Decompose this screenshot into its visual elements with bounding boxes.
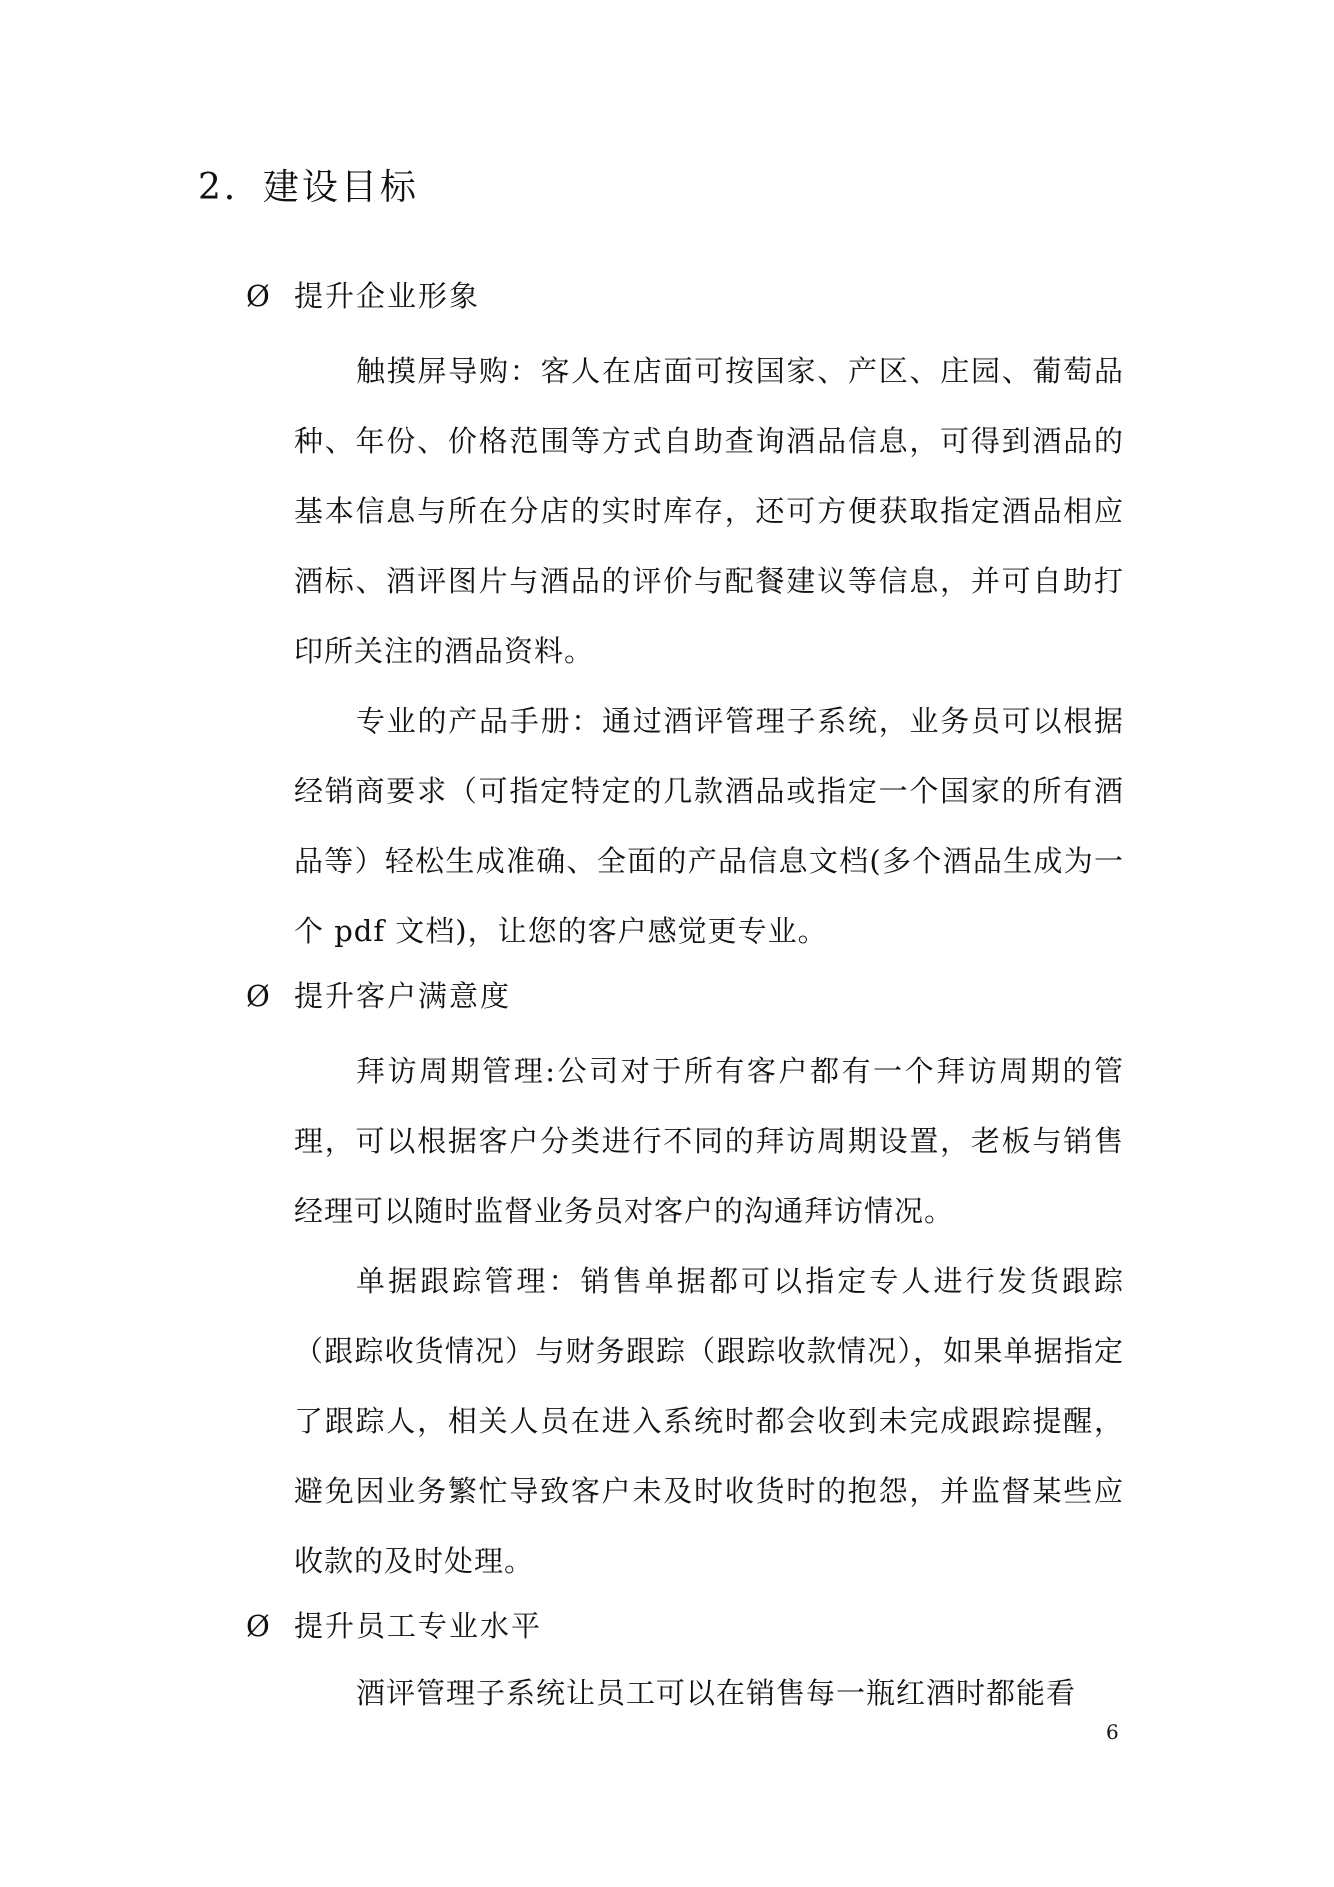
bullet-title: 提升企业形象 (294, 279, 481, 313)
paragraph-visit-cycle: 拜访周期管理:公司对于所有客户都有一个拜访周期的管理，可以根据客户分类进行不同的拜访周期设置，老板与销售经理可以随时监督业务员对客户的沟通拜访情况。 (294, 1054, 1124, 1228)
bullet-mark: Ø (246, 1609, 272, 1643)
paragraph-touchscreen-guide: 触摸屏导购：客人在店面可按国家、产区、庄园、葡萄品种、年份、价格范围等方式自助查询酒品信息，可得到酒品的基本信息与所在分店的实时库存，还可方便获取指定酒品相应酒标、酒评图片与酒品的评价与配餐建议等信息，并可自助打印所关注的酒品资料。 (294, 354, 1124, 668)
bullet-mark: Ø (246, 279, 272, 313)
bullet-title: 提升客户满意度 (294, 979, 512, 1013)
bullet-heading-customer-satisfaction (246, 979, 512, 1013)
paragraph-wine-review-system: 酒评管理子系统让员工可以在销售每一瓶红酒时都能看 (356, 1676, 1077, 1710)
bullet-mark: Ø (246, 979, 272, 1013)
page-number: 6 (1106, 1720, 1119, 1744)
paragraph-product-manual: 专业的产品手册：通过酒评管理子系统，业务员可以根据经销商要求（可指定特定的几款酒品或指定一个国家的所有酒品等）轻松生成准确、全面的产品信息文档(多个酒品生成为一个 pdf 文档)，让您的客户感觉更专业。 (294, 704, 1124, 948)
bullet-heading-corporate-image (246, 279, 481, 313)
bullet-title: 提升员工专业水平 (294, 1609, 543, 1643)
bullet-heading-staff-expertise (246, 1609, 543, 1643)
paragraph-document-tracking: 单据跟踪管理：销售单据都可以指定专人进行发货跟踪（跟踪收货情况）与财务跟踪（跟踪收款情况），如果单据指定了跟踪人，相关人员在进入系统时都会收到未完成跟踪提醒，避免因业务繁忙导致客户未及时收货时的抱怨，并监督某些应收款的及时处理。 (294, 1264, 1124, 1578)
section-heading: 2．建设目标 (198, 167, 419, 208)
